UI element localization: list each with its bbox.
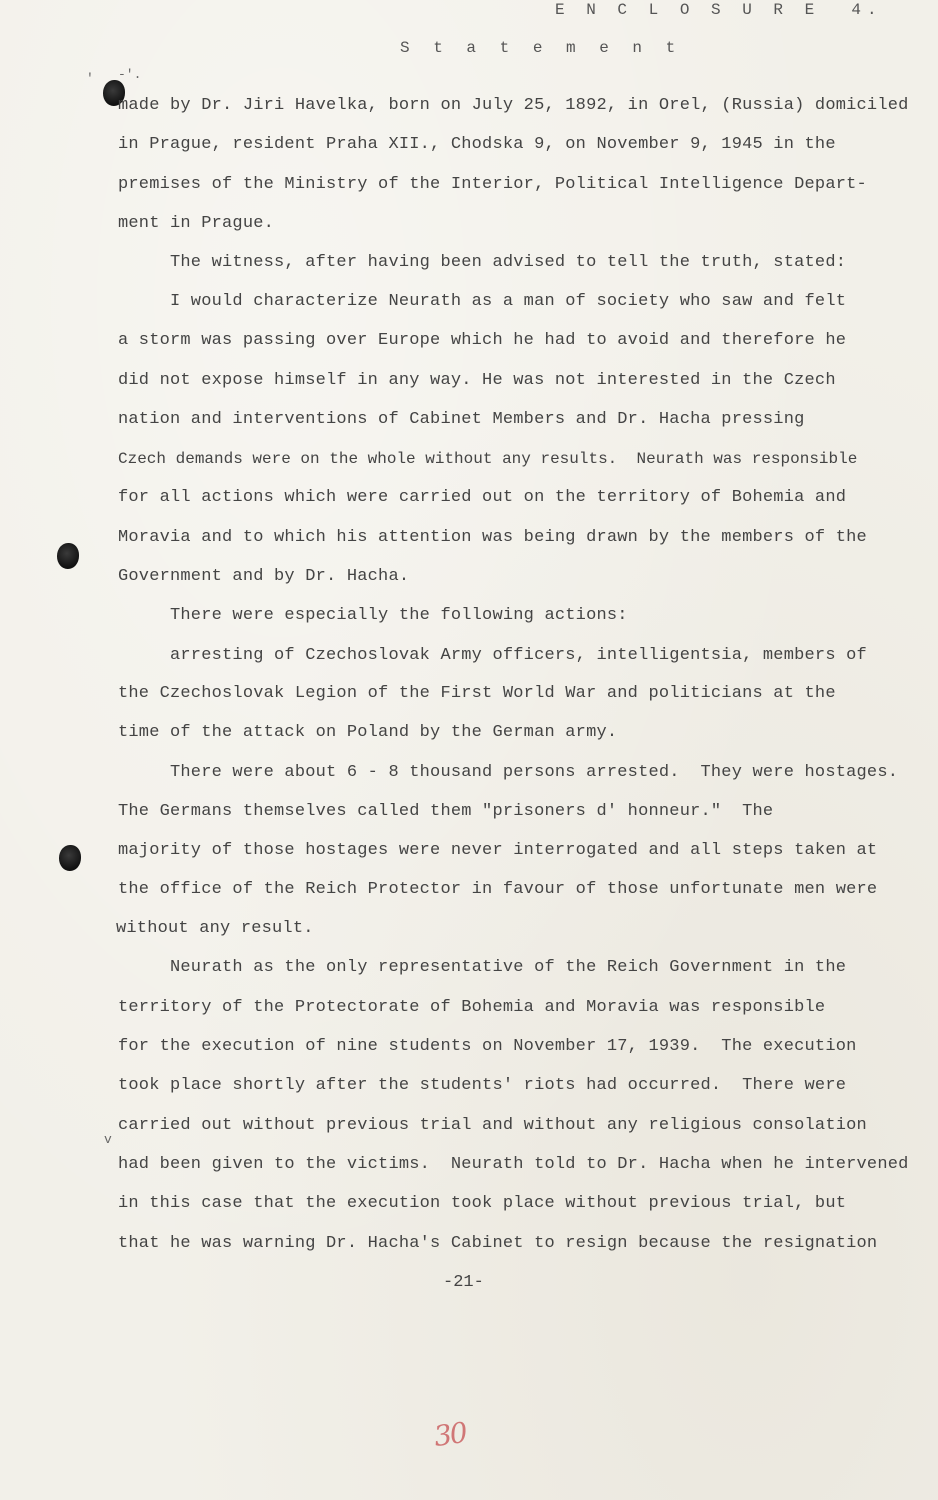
body-line: Neurath as the only representative of the Reich Government in the xyxy=(118,958,847,977)
body-line: Czech demands were on the whole without any results. Neurath was responsible xyxy=(118,450,858,468)
punch-hole-icon xyxy=(57,543,79,569)
body-line: in this case that the execution took place without previous trial, but xyxy=(118,1194,847,1213)
body-line: There were especially the following actions: xyxy=(118,606,628,625)
body-line: for all actions which were carried out on the territory of Bohemia and xyxy=(118,488,847,507)
body-line: ment in Prague. xyxy=(118,214,275,233)
page-number: -21- xyxy=(443,1273,484,1292)
body-line: The Germans themselves called them "prisoners d' honneur." The xyxy=(118,802,774,821)
body-line: the Czechoslovak Legion of the First World War and politicians at the xyxy=(118,684,836,703)
body-line: made by Dr. Jiri Havelka, born on July 25, 1892, in Orel, (Russia) domiciled xyxy=(118,96,909,115)
handwritten-page-number: 30 xyxy=(431,1415,468,1454)
body-line: time of the attack on Poland by the German army. xyxy=(118,723,618,742)
body-line: that he was warning Dr. Hacha's Cabinet to resign because the resignation xyxy=(118,1234,878,1253)
pencil-mark: ' xyxy=(86,71,94,86)
body-line: arresting of Czechoslovak Army officers, intelligentsia, members of xyxy=(118,646,867,665)
body-line: in Prague, resident Praha XII., Chodska 9, on November 9, 1945 in the xyxy=(118,135,836,154)
body-line: the office of the Reich Protector in favour of those unfortunate men were xyxy=(118,880,878,899)
body-line: The witness, after having been advised to tell the truth, stated: xyxy=(118,253,847,272)
body-line: for the execution of nine students on November 17, 1939. The execution xyxy=(118,1037,857,1056)
pencil-mark: -'. xyxy=(118,67,142,82)
punch-hole-icon xyxy=(59,845,81,871)
body-line: territory of the Protectorate of Bohemia and Moravia was responsible xyxy=(118,998,826,1017)
body-line: Government and by Dr. Hacha. xyxy=(118,567,410,586)
body-line: majority of those hostages were never interrogated and all steps taken at xyxy=(118,841,878,860)
enclosure-header: E N C L O S U R E 4. xyxy=(555,1,883,19)
statement-title: S t a t e m e n t xyxy=(400,39,683,57)
body-line: had been given to the victims. Neurath told to Dr. Hacha when he intervened xyxy=(118,1155,909,1174)
body-line: carried out without previous trial and without any religious consolation xyxy=(118,1116,867,1135)
body-line: Moravia and to which his attention was being drawn by the members of the xyxy=(118,528,867,547)
body-line: without any result. xyxy=(116,919,314,938)
body-line: did not expose himself in any way. He was not interested in the Czech xyxy=(118,371,836,390)
body-line: There were about 6 - 8 thousand persons arrested. They were hostages. xyxy=(118,763,899,782)
body-line: took place shortly after the students' riots had occurred. There were xyxy=(118,1076,847,1095)
pencil-mark: v xyxy=(104,1132,112,1147)
body-line: nation and interventions of Cabinet Members and Dr. Hacha pressing xyxy=(118,410,805,429)
body-line: a storm was passing over Europe which he had to avoid and therefore he xyxy=(118,331,847,350)
body-line: I would characterize Neurath as a man of society who saw and felt xyxy=(118,292,847,311)
body-line: premises of the Ministry of the Interior, Political Intelligence Depart- xyxy=(118,175,867,194)
